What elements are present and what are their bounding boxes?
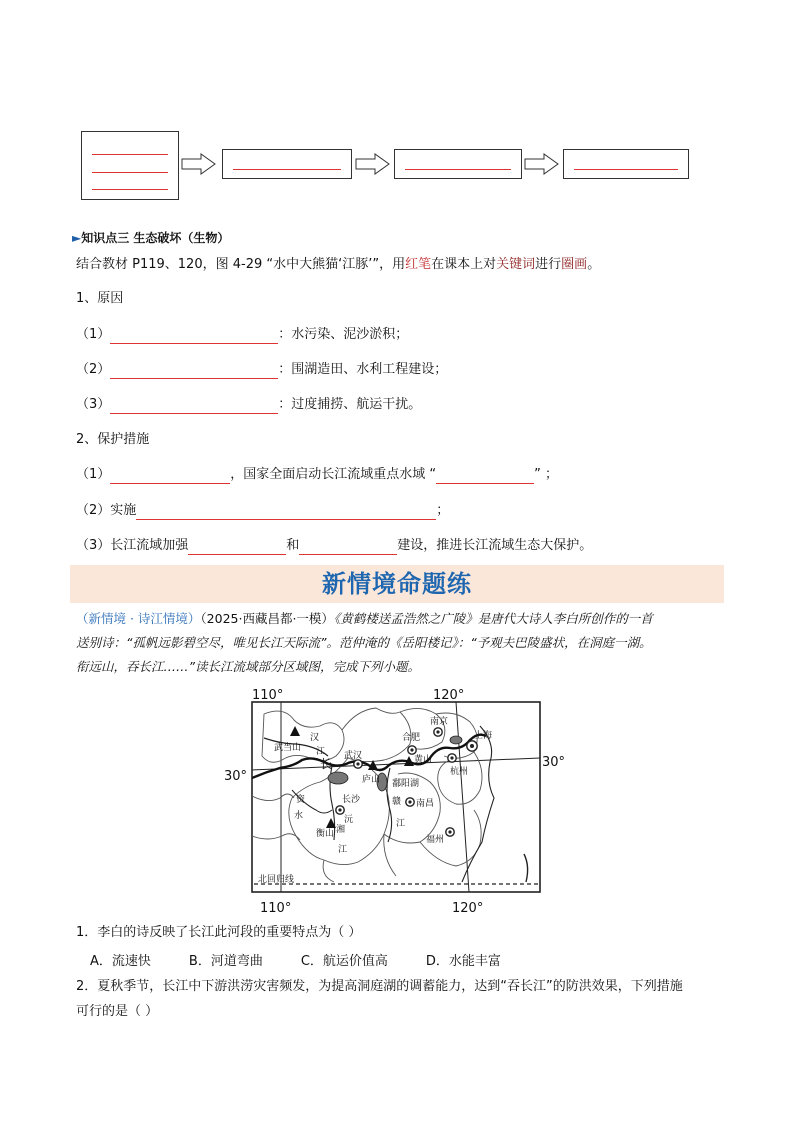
measure-2-blank[interactable] <box>136 505 436 520</box>
measure-3 <box>76 537 592 555</box>
label-zi: 资 <box>296 795 306 805</box>
instruction-highlight-circle: 圈画 <box>561 257 588 272</box>
question-intro <box>76 607 724 679</box>
question-1-options <box>90 950 539 969</box>
cause-2 <box>76 361 447 379</box>
flow-blank-4 <box>574 169 678 170</box>
section-marker-icon: ► <box>72 231 82 245</box>
label-shui: 水 <box>294 811 304 821</box>
flow-box-2 <box>222 149 352 179</box>
measure-1-number: （1） <box>76 467 111 482</box>
intro-line-1-text: 《黄鹤楼送孟浩然之广陵》是唐代大诗人李白所创作的一首 <box>333 611 653 626</box>
instruction-highlight-keyword: 关键词 <box>496 257 536 272</box>
cause-1-blank[interactable] <box>110 329 278 344</box>
flow-blank-3 <box>405 169 511 170</box>
instruction-text-d: 。 <box>587 257 601 272</box>
section-banner <box>70 565 724 603</box>
label-xiang: 湘 <box>336 825 346 835</box>
label-wudang: 武当山 <box>274 743 302 753</box>
label-nanjing: 南京 <box>430 717 449 727</box>
option-d[interactable]: D．水能丰富 <box>425 954 501 969</box>
flow-blank-1b <box>92 172 168 173</box>
label-fuzhou: 福州 <box>426 835 445 845</box>
cause-2-number: （2） <box>76 362 111 377</box>
question-2-line-2: 可行的是（ ） <box>76 1004 159 1019</box>
intro-source: （2025·西藏昌都·一模） <box>200 611 334 626</box>
label-xiang-jiang: 江 <box>338 845 348 855</box>
cause-1-text: ：水污染、泥沙淤积； <box>278 327 409 342</box>
intro-line-2: 送别诗：“孤帆远影碧空尽，唯见长江天际流”。范仲淹的《岳阳楼记》：“予观夫巴陵盛状，在洞庭一湖。 <box>76 635 652 650</box>
lon-label-110: 110° <box>252 688 284 703</box>
cause-2-text: ：围湖造田、水利工程建设； <box>278 362 448 377</box>
label-hengshan: 衡山 <box>316 829 335 839</box>
measure-3-blank-b[interactable] <box>299 540 397 555</box>
cause-3 <box>76 396 421 414</box>
measure-1 <box>76 466 558 484</box>
question-1: 1．李白的诗反映了长江此河段的重要特点为（ ） <box>76 925 362 940</box>
lon-label-120b: 120° <box>452 901 484 914</box>
option-b[interactable]: B．河道弯曲 <box>188 954 263 969</box>
label-han-jiang: 江 <box>316 747 326 757</box>
flow-blank-1c <box>92 189 168 190</box>
dongting-lake <box>328 772 348 784</box>
label-huangshan: 黄山 <box>414 755 433 765</box>
option-a[interactable]: A．流速快 <box>90 954 151 969</box>
cause-3-blank[interactable] <box>110 399 278 414</box>
cause-heading: 1、原因 <box>76 291 124 306</box>
cause-3-text: ：过度捕捞、航运干扰。 <box>278 397 422 412</box>
banner-title: 新情境命题练 <box>322 570 472 598</box>
yangtze-region-map <box>224 686 570 914</box>
instruction-text-a: 结合教材 P119、120，图 4-29 “水中大熊猫‘江豚’”，用 <box>76 257 406 272</box>
measure-heading: 2、保护措施 <box>76 432 150 447</box>
label-wuhan: 武汉 <box>344 751 363 761</box>
instruction-text-c: 进行 <box>535 257 562 272</box>
label-nanchang: 南昌 <box>416 799 435 809</box>
cause-3-number: （3） <box>76 397 111 412</box>
measure-3-text-a: （3）长江流域加强 <box>76 538 189 553</box>
flow-blank-1a <box>92 154 168 155</box>
label-hefei: 合肥 <box>402 733 421 743</box>
lon-label-110b: 110° <box>260 901 292 914</box>
tropic-label: 北回归线 <box>258 875 295 885</box>
option-c[interactable]: C．航运价值高 <box>300 954 388 969</box>
measure-1-blank-a[interactable] <box>110 469 230 484</box>
flow-arrow-3 <box>524 153 560 175</box>
section-title: 知识点三 生态破坏（生物） <box>81 231 230 245</box>
instruction-text-b: 在课本上对 <box>431 257 497 272</box>
intro-line-1 <box>76 607 724 631</box>
instruction-highlight-pen: 红笔 <box>405 257 432 272</box>
label-chang: 长 <box>320 757 333 771</box>
measure-1-end: ” ； <box>534 467 559 482</box>
label-yuan: 沅 <box>344 815 354 825</box>
label-gan-jiang: 江 <box>396 819 406 829</box>
measure-3-text-b: 和 <box>286 538 300 553</box>
cause-1-number: （1） <box>76 327 111 342</box>
measure-2 <box>76 502 449 520</box>
lon-label-120a: 120° <box>433 688 465 703</box>
flow-arrow-2 <box>355 153 391 175</box>
measure-2-label: （2）实施 <box>76 503 137 518</box>
flow-box-1 <box>81 131 179 200</box>
taihu-lake <box>450 736 462 744</box>
label-han: 汉 <box>310 733 320 743</box>
cause-1 <box>76 326 408 344</box>
measure-3-text-c: 建设，推进长江流域生态大保护。 <box>397 538 593 553</box>
intro-tag: （新情境 · 诗江情境） <box>76 611 201 626</box>
label-shanghai: 上海 <box>474 731 493 741</box>
question-2-line-1: 2．夏秋季节，长江中下游洪涝灾害频发，为提高洞庭湖的调蓄能力，达到“吞长江”的防洪效果，下列措施 <box>76 979 683 994</box>
label-changsha: 长沙 <box>342 795 361 805</box>
section-heading <box>72 229 229 246</box>
lat-label-30a: 30° <box>224 769 248 784</box>
flow-blank-2 <box>233 169 341 170</box>
flow-box-3 <box>394 149 522 179</box>
label-hangzhou: 杭州 <box>450 767 469 777</box>
label-poyang: 鄱阳湖 <box>392 779 420 789</box>
flow-box-4 <box>563 149 689 179</box>
measure-1-blank-b[interactable] <box>436 469 534 484</box>
measure-1-text: ，国家全面启动长江流域重点水域 “ <box>230 467 437 482</box>
cause-2-blank[interactable] <box>110 364 278 379</box>
flow-arrow-1 <box>181 153 217 175</box>
lat-label-30b: 30° <box>542 755 566 770</box>
section-instruction <box>76 256 600 274</box>
label-lushan: 庐山 <box>362 775 381 785</box>
measure-3-blank-a[interactable] <box>188 540 286 555</box>
label-gan: 赣 <box>392 797 402 807</box>
measure-2-end: ； <box>436 503 450 518</box>
intro-line-3: 衔远山，吞长江……”读长江流域部分区域图，完成下列小题。 <box>76 659 420 674</box>
